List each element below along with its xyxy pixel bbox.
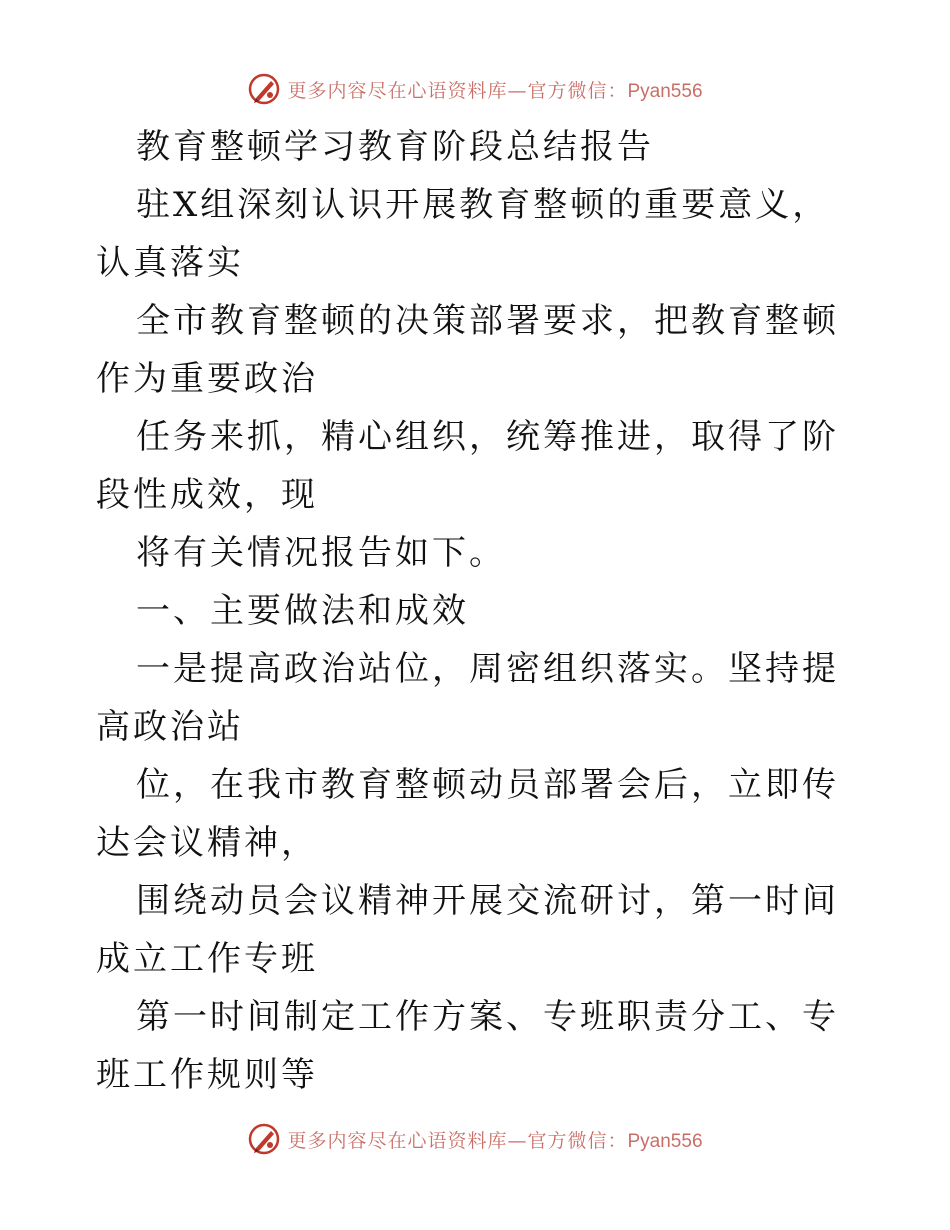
pen-logo-icon — [247, 1122, 281, 1156]
paragraph: 任务来抓，精心组织，统筹推进，取得了阶段性成效，现 — [96, 417, 839, 515]
paragraph: 位，在我市教育整顿动员部署会后，立即传达会议精神， — [96, 765, 839, 863]
document-title: 教育整顿学习教育阶段总结报告 — [136, 127, 654, 167]
paragraph: 全市教育整顿的决策部署要求，把教育整顿作为重要政治 — [96, 301, 839, 399]
paragraph: 一是提高政治站位，周密组织落实。坚持提高政治站 — [96, 649, 839, 747]
watermark-text: 更多内容尽在心语资料库—官方微信：Pyan556 — [287, 79, 703, 102]
pen-logo-icon — [247, 72, 281, 106]
paragraph: 将有关情况报告如下。 — [136, 533, 506, 573]
document-body — [96, 118, 856, 1104]
watermark-header — [0, 72, 950, 106]
watermark-text: 更多内容尽在心语资料库—官方微信：Pyan556 — [287, 1129, 703, 1152]
watermark-footer — [0, 1122, 950, 1156]
section-heading: 一、主要做法和成效 — [136, 591, 469, 631]
paragraph: 围绕动员会议精神开展交流研讨，第一时间成立工作专班 — [96, 881, 839, 979]
paragraph: 第一时间制定工作方案、专班职责分工、专班工作规则等 — [96, 997, 839, 1095]
paragraph: 驻X组深刻认识开展教育整顿的重要意义，认真落实 — [96, 185, 830, 283]
